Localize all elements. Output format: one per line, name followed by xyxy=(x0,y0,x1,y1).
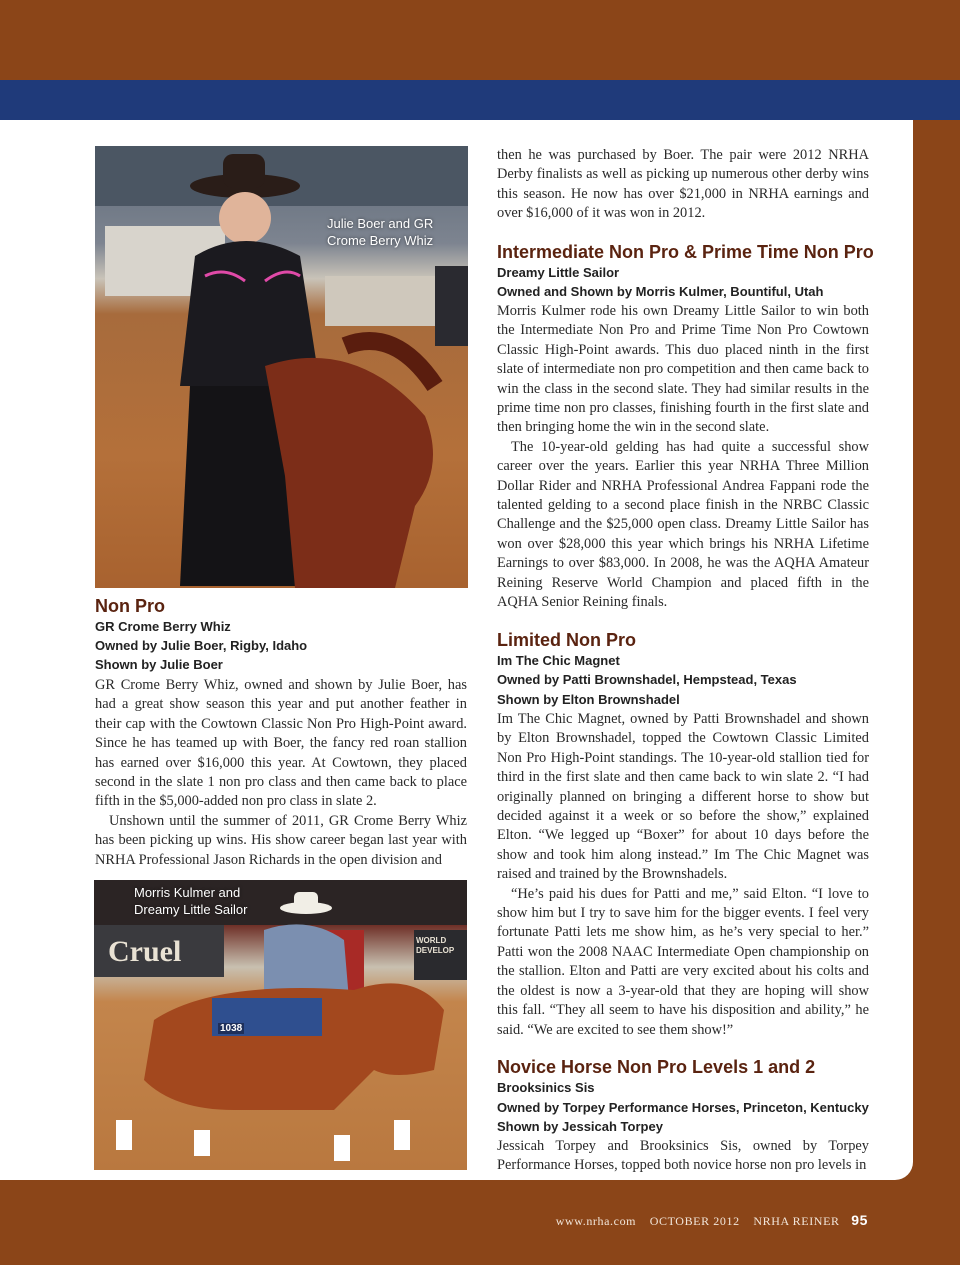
owner-line: Owned by Torpey Performance Horses, Princeton, Kentucky xyxy=(497,1100,869,1115)
right-margin-strip xyxy=(913,120,960,1180)
left-body-text xyxy=(95,676,467,870)
intermediate-body-text xyxy=(497,302,869,613)
section-heading-intermediate: Intermediate Non Pro & Prime Time Non Pro xyxy=(497,242,874,262)
photo-morris-kulmer xyxy=(94,880,467,1170)
paragraph: Morris Kulmer rode his own Dreamy Little Sailor to win both the Intermediate Non Pro and Prime Time Non Pro Cowtown Classic High-Point awards. This duo placed ninth in the first slate of intermediate non pro competition and then came back to win the class in the second slate. They had similar results in the prime time non pro classes, finishing fourth in the first slate and then bringing home the win in the second slate. xyxy=(497,303,869,436)
header-blue-band xyxy=(0,80,960,120)
right-intro-text xyxy=(497,146,869,224)
novice-body-text xyxy=(497,1137,869,1176)
photo2-caption: Morris Kulmer and Dreamy Little Sailor xyxy=(134,885,248,917)
horse-name: GR Crome Berry Whiz xyxy=(95,619,231,634)
paragraph: “He’s paid his dues for Patti and me,” said Elton. “I love to show him but I try to save him for the bigger events. I feel very fortunate Patti lets me show him, as he’s very special to her.” Patti won the 2008 NAAC Intermediate Open championship on the stallion. Elton and Patti are very excited about his colts and the oldest is now a 3-year-old that they are hoping will show this fall. “They all seem to have his disposition and ability,” he said. “We are excited to see them show!” xyxy=(497,885,869,1038)
owner-line: Owned by Julie Boer, Rigby, Idaho xyxy=(95,638,308,653)
paragraph: Im The Chic Magnet, owned by Patti Brownshadel and shown by Elton Brownshadel, topped the Cowtown Classic Limited Non Pro High-Point standings. The 10-year-old stallion tied for third in the first slate and then came back to win slate 2. “I had originally planned on bringing a different horse to show but decided against it a week or so before the show,” explained Elton. “We legged up “Boxer” for about 10 days before the show and took him along instead.” Im The Chic Magnet was raised and trained by the Brownshadels. xyxy=(497,711,869,883)
saddle-pad-number: 1038 xyxy=(220,1023,243,1034)
photo1-caption: Julie Boer and GR Crome Berry Whiz xyxy=(327,216,434,248)
section-heading-novice: Novice Horse Non Pro Levels 1 and 2 xyxy=(497,1057,816,1077)
top-color-band xyxy=(0,0,960,80)
paragraph: The 10-year-old gelding has had quite a successful show career over the years. Earlier this year NRHA Three Million Dollar Rider and NRHA Professional Andrea Fappani rode the talented gelding to a second place finish in the NRBC Classic Challenge and the $25,000 open class. Dreamy Little Sailor has won over $28,000 this year which brings his NRHA Lifetime Earnings to over $83,000. In 2008, he was the AQHA Amateur Reining Reserve World Champion and placed fifth in the AQHA Senior Reining finals. xyxy=(497,438,869,611)
paragraph: GR Crome Berry Whiz, owned and shown by Julie Boer, has had a great show season this year and put another feather in their cap with the Cowtown Classic Non Pro High-Point award. Since he has teamed up with Boer, the fancy red roan stallion has earned over $16,000 this year. At Cowtown, they placed second in the slate 1 non pro class and then came back to place fifth in the $5,000-added non pro class in slate 2. xyxy=(95,677,467,810)
horse-name: Dreamy Little Sailor xyxy=(497,265,620,280)
footer-magazine: NRHA REINER xyxy=(753,1214,840,1228)
shown-by-line: Shown by Elton Brownshadel xyxy=(497,692,680,707)
section-heading-limited: Limited Non Pro xyxy=(497,630,636,650)
paragraph: Jessicah Torpey and Brooksinics Sis, owned by Torpey Performance Horses, topped both novice horse non pro levels in xyxy=(497,1138,869,1174)
shown-by-line: Shown by Jessicah Torpey xyxy=(497,1119,663,1134)
page-footer xyxy=(546,1212,868,1229)
horse-name: Brooksinics Sis xyxy=(497,1080,595,1095)
page-number: 95 xyxy=(851,1212,868,1228)
photo-julie-boer xyxy=(95,146,468,588)
banner-sign: WORLD DEVELOP xyxy=(416,936,455,955)
arena-sign: Cruel xyxy=(108,935,182,968)
horse-name: Im The Chic Magnet xyxy=(497,653,620,668)
footer-url[interactable]: www.nrha.com xyxy=(555,1214,637,1228)
shown-by-line: Shown by Julie Boer xyxy=(95,657,223,672)
owner-line: Owned and Shown by Morris Kulmer, Bountiful, Utah xyxy=(497,284,824,299)
paragraph: Unshown until the summer of 2011, GR Crome Berry Whiz has been picking up wins. His show career began last year with NRHA Professional Jason Richards in the open division and xyxy=(95,812,467,868)
limited-body-text xyxy=(497,710,869,1040)
footer-issue: OCTOBER 2012 xyxy=(649,1214,740,1228)
section-heading-non-pro: Non Pro xyxy=(95,596,165,616)
photo-illustration-rider-2 xyxy=(94,880,467,1170)
owner-line: Owned by Patti Brownshadel, Hempstead, Texas xyxy=(497,672,797,687)
photo-illustration-rider-1 xyxy=(95,146,468,588)
paragraph: then he was purchased by Boer. The pair were 2012 NRHA Derby finalists as well as picking up numerous other derby wins this season. He now has over $21,000 in NRHA earnings and over $16,000 of it was won in 2012. xyxy=(497,147,869,222)
